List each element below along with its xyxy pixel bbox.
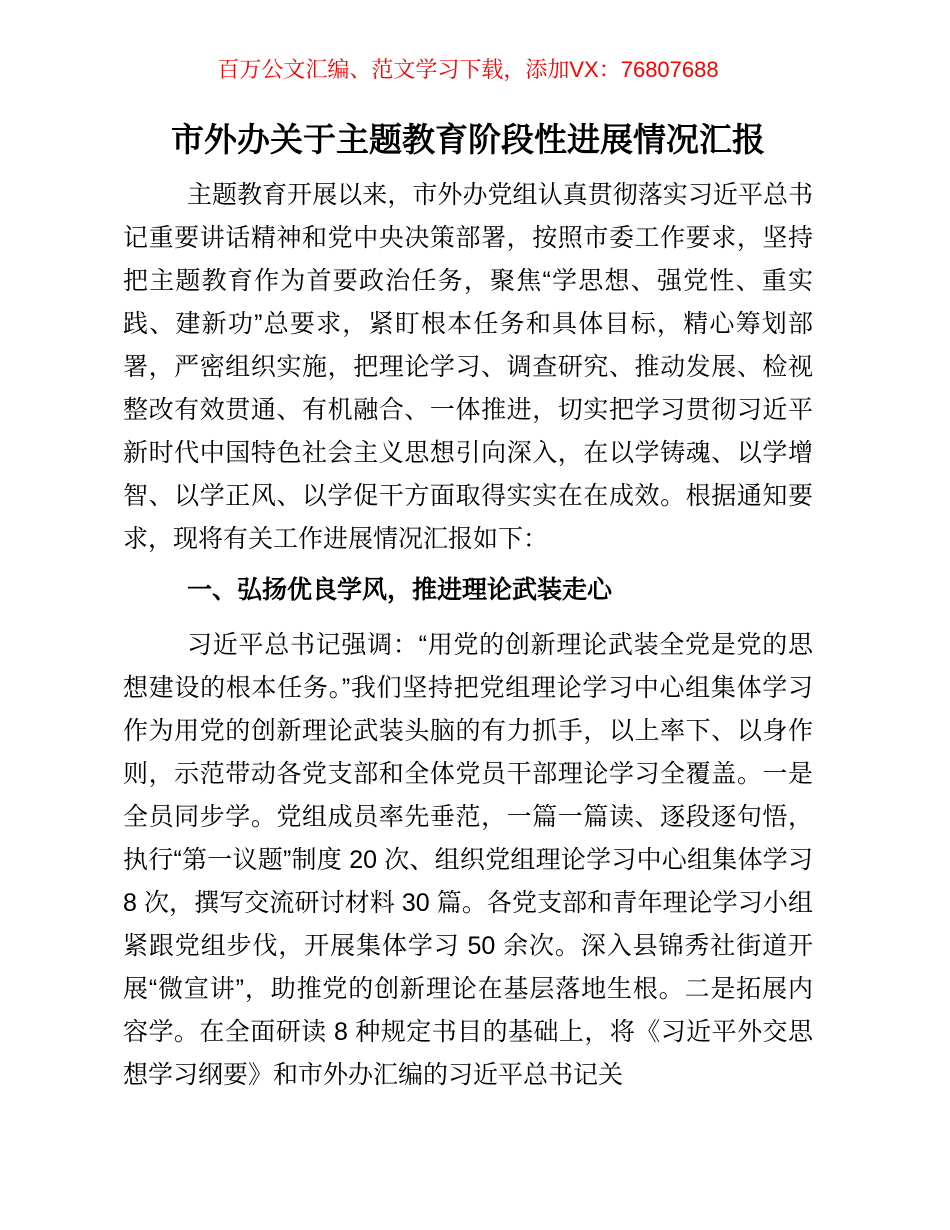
section-heading: 一、弘扬优良学风，推进理论武装走心 bbox=[187, 576, 613, 604]
document-body bbox=[123, 174, 813, 1097]
paragraph: 习近平总书记强调：“用党的创新理论武装全党是党的思想建设的根本任务。”我们坚持把党组理论学习中心组集体学习作为用党的创新理论武装头脑的有力抓手，以上率下、以身作则，示范带动各党支部和全体党员干部理论学习全覆盖。一是全员同步学。党组成员率先垂范，一篇一篇读、逐段逐句悟，执行“第一议题”制度 20 次、组织党组理论学习中心组集体学习 8 次，撰写交流研讨材料 30 篇。各党支部和青年理论学习小组紧跟党组步伐，开展集体学习 50 余次。深入县锦秀社街道开展“微宣讲”，助推党的创新理论在基层落地生根。二是拓展内容学。在全面研读 8 种规定书目的基础上，将《习近平外交思想学习纲要》和市外办汇编的习近平总书记关 bbox=[123, 631, 813, 1089]
promo-banner: 百万公文汇编、范文学习下载，添加VX：76807688 bbox=[217, 57, 719, 82]
document-title: 市外办关于主题教育阶段性进展情况汇报 bbox=[171, 121, 765, 158]
paragraph: 主题教育开展以来，市外办党组认真贯彻落实习近平总书记重要讲话精神和党中央决策部署，按照市委工作要求，坚持把主题教育作为首要政治任务，聚焦“学思想、强党性、重实践、建新功”总要求，紧盯根本任务和具体目标，精心筹划部署，严密组织实施，把理论学习、调查研究、推动发展、检视整改有效贯通、有机融合、一体推进，切实把学习贯彻习近平新时代中国特色社会主义思想引向深入，在以学铸魂、以学增智、以学正风、以学促干方面取得实实在在成效。根据通知要求，现将有关工作进展情况汇报如下： bbox=[123, 181, 813, 553]
